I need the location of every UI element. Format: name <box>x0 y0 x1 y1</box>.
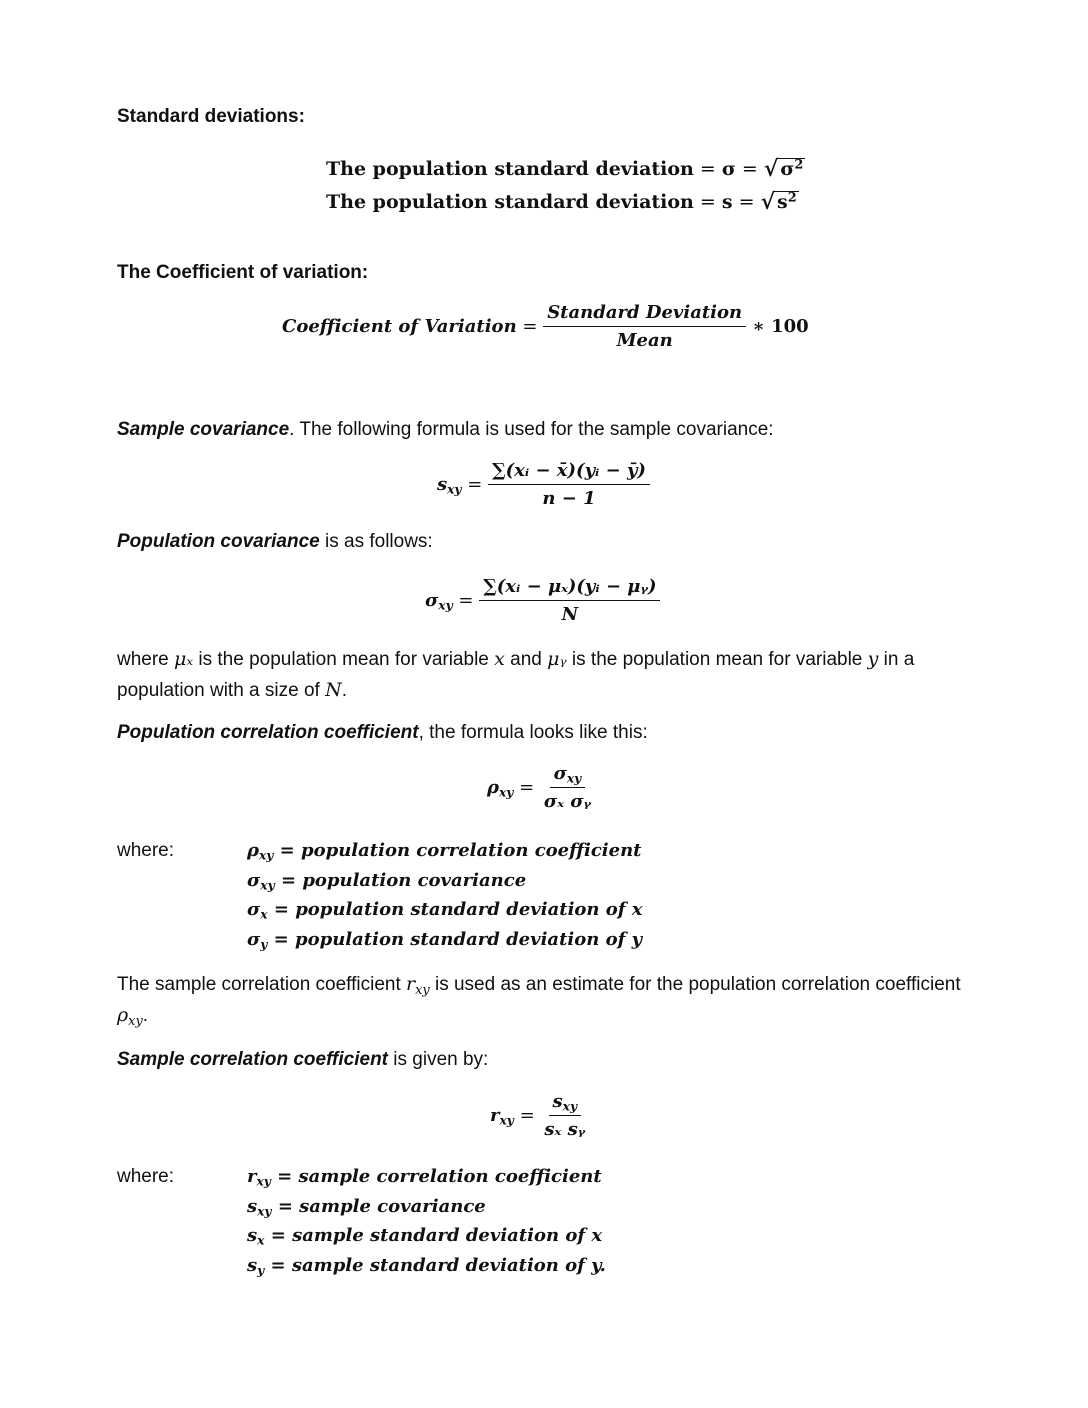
def-sub: y <box>260 937 268 952</box>
cv-multiplier: ∗ 100 <box>752 316 809 337</box>
def-text: = population correlation coefficient <box>279 840 642 861</box>
sxy-fraction <box>488 460 650 509</box>
def-sub: x <box>260 907 268 922</box>
sample-definitions <box>247 1162 606 1280</box>
def-symbol: s <box>247 1195 258 1217</box>
r-symbol-sub: xy <box>415 982 430 998</box>
population-covariance-formula: $\sigma_{xy}$ = $\frac{\text{∑(xᵢ − μₓ)(yᵢ − μᵧ)}}{N}$ <box>425 576 660 625</box>
def-symbol: σ <box>247 928 261 950</box>
population-definitions <box>247 836 643 954</box>
sigma-xy-lhs: σ <box>425 590 439 611</box>
rho-symbol-sub: xy <box>128 1013 143 1029</box>
sd-line1-exponent: 2 <box>794 157 804 173</box>
definition-row <box>247 895 643 925</box>
sigma-xy-numerator: ∑(xᵢ − μₓ)(yᵢ − μᵧ) <box>479 576 660 601</box>
population-covariance-intro <box>117 531 433 553</box>
def-text: = sample correlation coefficient <box>277 1166 602 1187</box>
def-text: = population standard deviation of y <box>273 928 643 950</box>
r-symbol: r <box>406 973 416 995</box>
population-correlation-text: , the formula looks like this: <box>418 722 648 743</box>
population-where-label: where: <box>117 840 175 861</box>
definition-row <box>247 866 643 896</box>
sigma-xy-denominator: N <box>561 604 579 625</box>
sample-where-label: where: <box>117 1166 175 1187</box>
sample-estimate-paragraph <box>117 969 977 1031</box>
sd-line1-radicand: σ <box>780 157 795 180</box>
def-text: = population covariance <box>280 869 527 891</box>
def-symbol: ρ <box>247 840 259 861</box>
sd-line2-symbol: s <box>721 190 733 213</box>
sample-covariance-text: . The following formula is used for the sample covariance: <box>289 419 774 440</box>
estimate-text-3: . <box>142 1005 149 1026</box>
sample-covariance-intro <box>117 419 774 441</box>
cv-denominator: Mean <box>616 330 673 351</box>
def-text: = sample standard deviation of x <box>270 1225 603 1246</box>
mu-y-symbol: μᵧ <box>547 648 567 670</box>
def-sub: x <box>257 1233 265 1248</box>
population-covariance-title: Population covariance <box>117 531 320 552</box>
sigma-xy-fraction <box>479 576 660 625</box>
sd-line1-symbol: σ <box>721 157 736 180</box>
r-xy-lhs: r <box>490 1105 500 1126</box>
def-sub: xy <box>257 1204 272 1219</box>
standard-deviations-heading: Standard deviations: <box>117 106 305 127</box>
def-sub: y <box>257 1263 265 1278</box>
explanation-text-2: is the population mean for variable <box>193 649 495 670</box>
cv-numerator: Standard Deviation <box>543 302 746 327</box>
def-text: = population standard deviation of x <box>273 899 643 920</box>
sqrt-s-squared: √ $s^2$ <box>760 188 797 215</box>
def-symbol: r <box>247 1166 257 1187</box>
rho-xy-lhs: ρ <box>487 777 499 798</box>
explanation-text-4: is the population mean for variable <box>566 649 868 670</box>
population-correlation-title: Population correlation coefficient <box>117 722 419 743</box>
rho-symbol: ρ <box>117 1004 129 1026</box>
sxy-denominator: n − 1 <box>542 488 596 509</box>
population-sd-formula: The population standard deviation = σ = √ $\sigma^2$ The population standard deviation = s = √ $s^2$ <box>326 155 804 215</box>
cv-lhs: Coefficient of Variation <box>282 316 517 337</box>
sample-covariance-formula: $s_{xy}$ = $\frac{\text{∑(xᵢ − x̄)(yᵢ − ȳ)}}{n - 1}$ <box>437 460 650 509</box>
sd-line1-label: The population standard deviation <box>326 157 694 180</box>
sample-correlation-intro <box>117 1049 488 1071</box>
definition-row <box>247 836 643 866</box>
mu-x-symbol: μₓ <box>174 648 194 670</box>
var-x-symbol: x <box>494 648 505 670</box>
sd-line2-label: The population standard deviation <box>326 190 694 213</box>
sxy-lhs-sub: xy <box>447 482 462 497</box>
rho-xy-fraction <box>540 763 595 812</box>
definition-row <box>247 925 643 955</box>
sqrt-sigma-squared: √ $\sigma^2$ <box>763 155 804 182</box>
rho-xy-numerator-sub: xy <box>566 771 582 786</box>
r-xy-fraction <box>540 1091 589 1140</box>
r-xy-lhs-sub: xy <box>499 1113 514 1128</box>
definition-row <box>247 1162 606 1192</box>
sample-correlation-formula: $r_{xy}$ = $\frac{s_{xy}}{\text{sₓ sᵧ}}$ <box>490 1091 589 1140</box>
var-N-symbol: N <box>325 679 342 701</box>
rho-xy-lhs-sub: xy <box>498 785 514 800</box>
definition-row <box>247 1192 606 1222</box>
definition-row <box>247 1251 606 1281</box>
definition-row <box>247 1221 606 1251</box>
estimate-text-1: The sample correlation coefficient <box>117 974 407 995</box>
def-symbol: s <box>247 1254 258 1276</box>
def-sub: xy <box>258 848 274 863</box>
rho-xy-numerator: σ <box>553 763 567 784</box>
def-sub: xy <box>260 878 275 893</box>
population-mean-explanation <box>117 644 977 706</box>
sample-correlation-title: Sample correlation coefficient <box>117 1049 389 1070</box>
explanation-text-3: and <box>504 649 548 670</box>
cv-fraction <box>543 302 746 351</box>
population-covariance-text: is as follows: <box>319 531 433 552</box>
r-xy-numerator: s <box>552 1091 563 1112</box>
def-symbol: σ <box>247 899 261 920</box>
sample-covariance-title: Sample covariance <box>117 419 290 440</box>
sd-line2-radicand: s <box>777 190 788 213</box>
coefficient-of-variation-heading: The Coefficient of variation: <box>117 262 369 283</box>
r-xy-denominator: sₓ sᵧ <box>544 1119 586 1140</box>
rho-xy-denominator: σₓ σᵧ <box>543 791 591 812</box>
var-y-symbol: y <box>867 648 879 670</box>
def-symbol: σ <box>247 869 261 891</box>
explanation-text-5: in a population with a size of <box>117 649 915 701</box>
r-xy-numerator-sub: xy <box>562 1099 578 1114</box>
def-text: = sample standard deviation of y. <box>270 1254 606 1276</box>
sample-correlation-text: is given by: <box>388 1049 489 1070</box>
estimate-text-2: is used as an estimate for the population correlation coefficient <box>429 974 961 995</box>
def-symbol: s <box>247 1225 258 1246</box>
population-correlation-intro <box>117 722 648 744</box>
sd-line2-exponent: 2 <box>787 190 797 206</box>
sxy-lhs: s <box>437 474 448 495</box>
coefficient-of-variation-formula: Coefficient of Variation = $\frac{\text{Standard Deviation}}{\text{Mean}}$ ∗ 100 <box>282 302 809 351</box>
sxy-numerator: ∑(xᵢ − x̄)(yᵢ − ȳ) <box>488 460 650 485</box>
population-correlation-formula: $\rho_{xy}$ = $\frac{\sigma_{xy}}{\text{σₓ σᵧ}}$ <box>487 763 595 812</box>
sigma-xy-lhs-sub: xy <box>438 598 453 613</box>
def-sub: xy <box>256 1174 271 1189</box>
def-text: = sample covariance <box>277 1195 486 1217</box>
explanation-text-1: where <box>117 649 175 670</box>
explanation-text-6: . <box>341 680 347 701</box>
